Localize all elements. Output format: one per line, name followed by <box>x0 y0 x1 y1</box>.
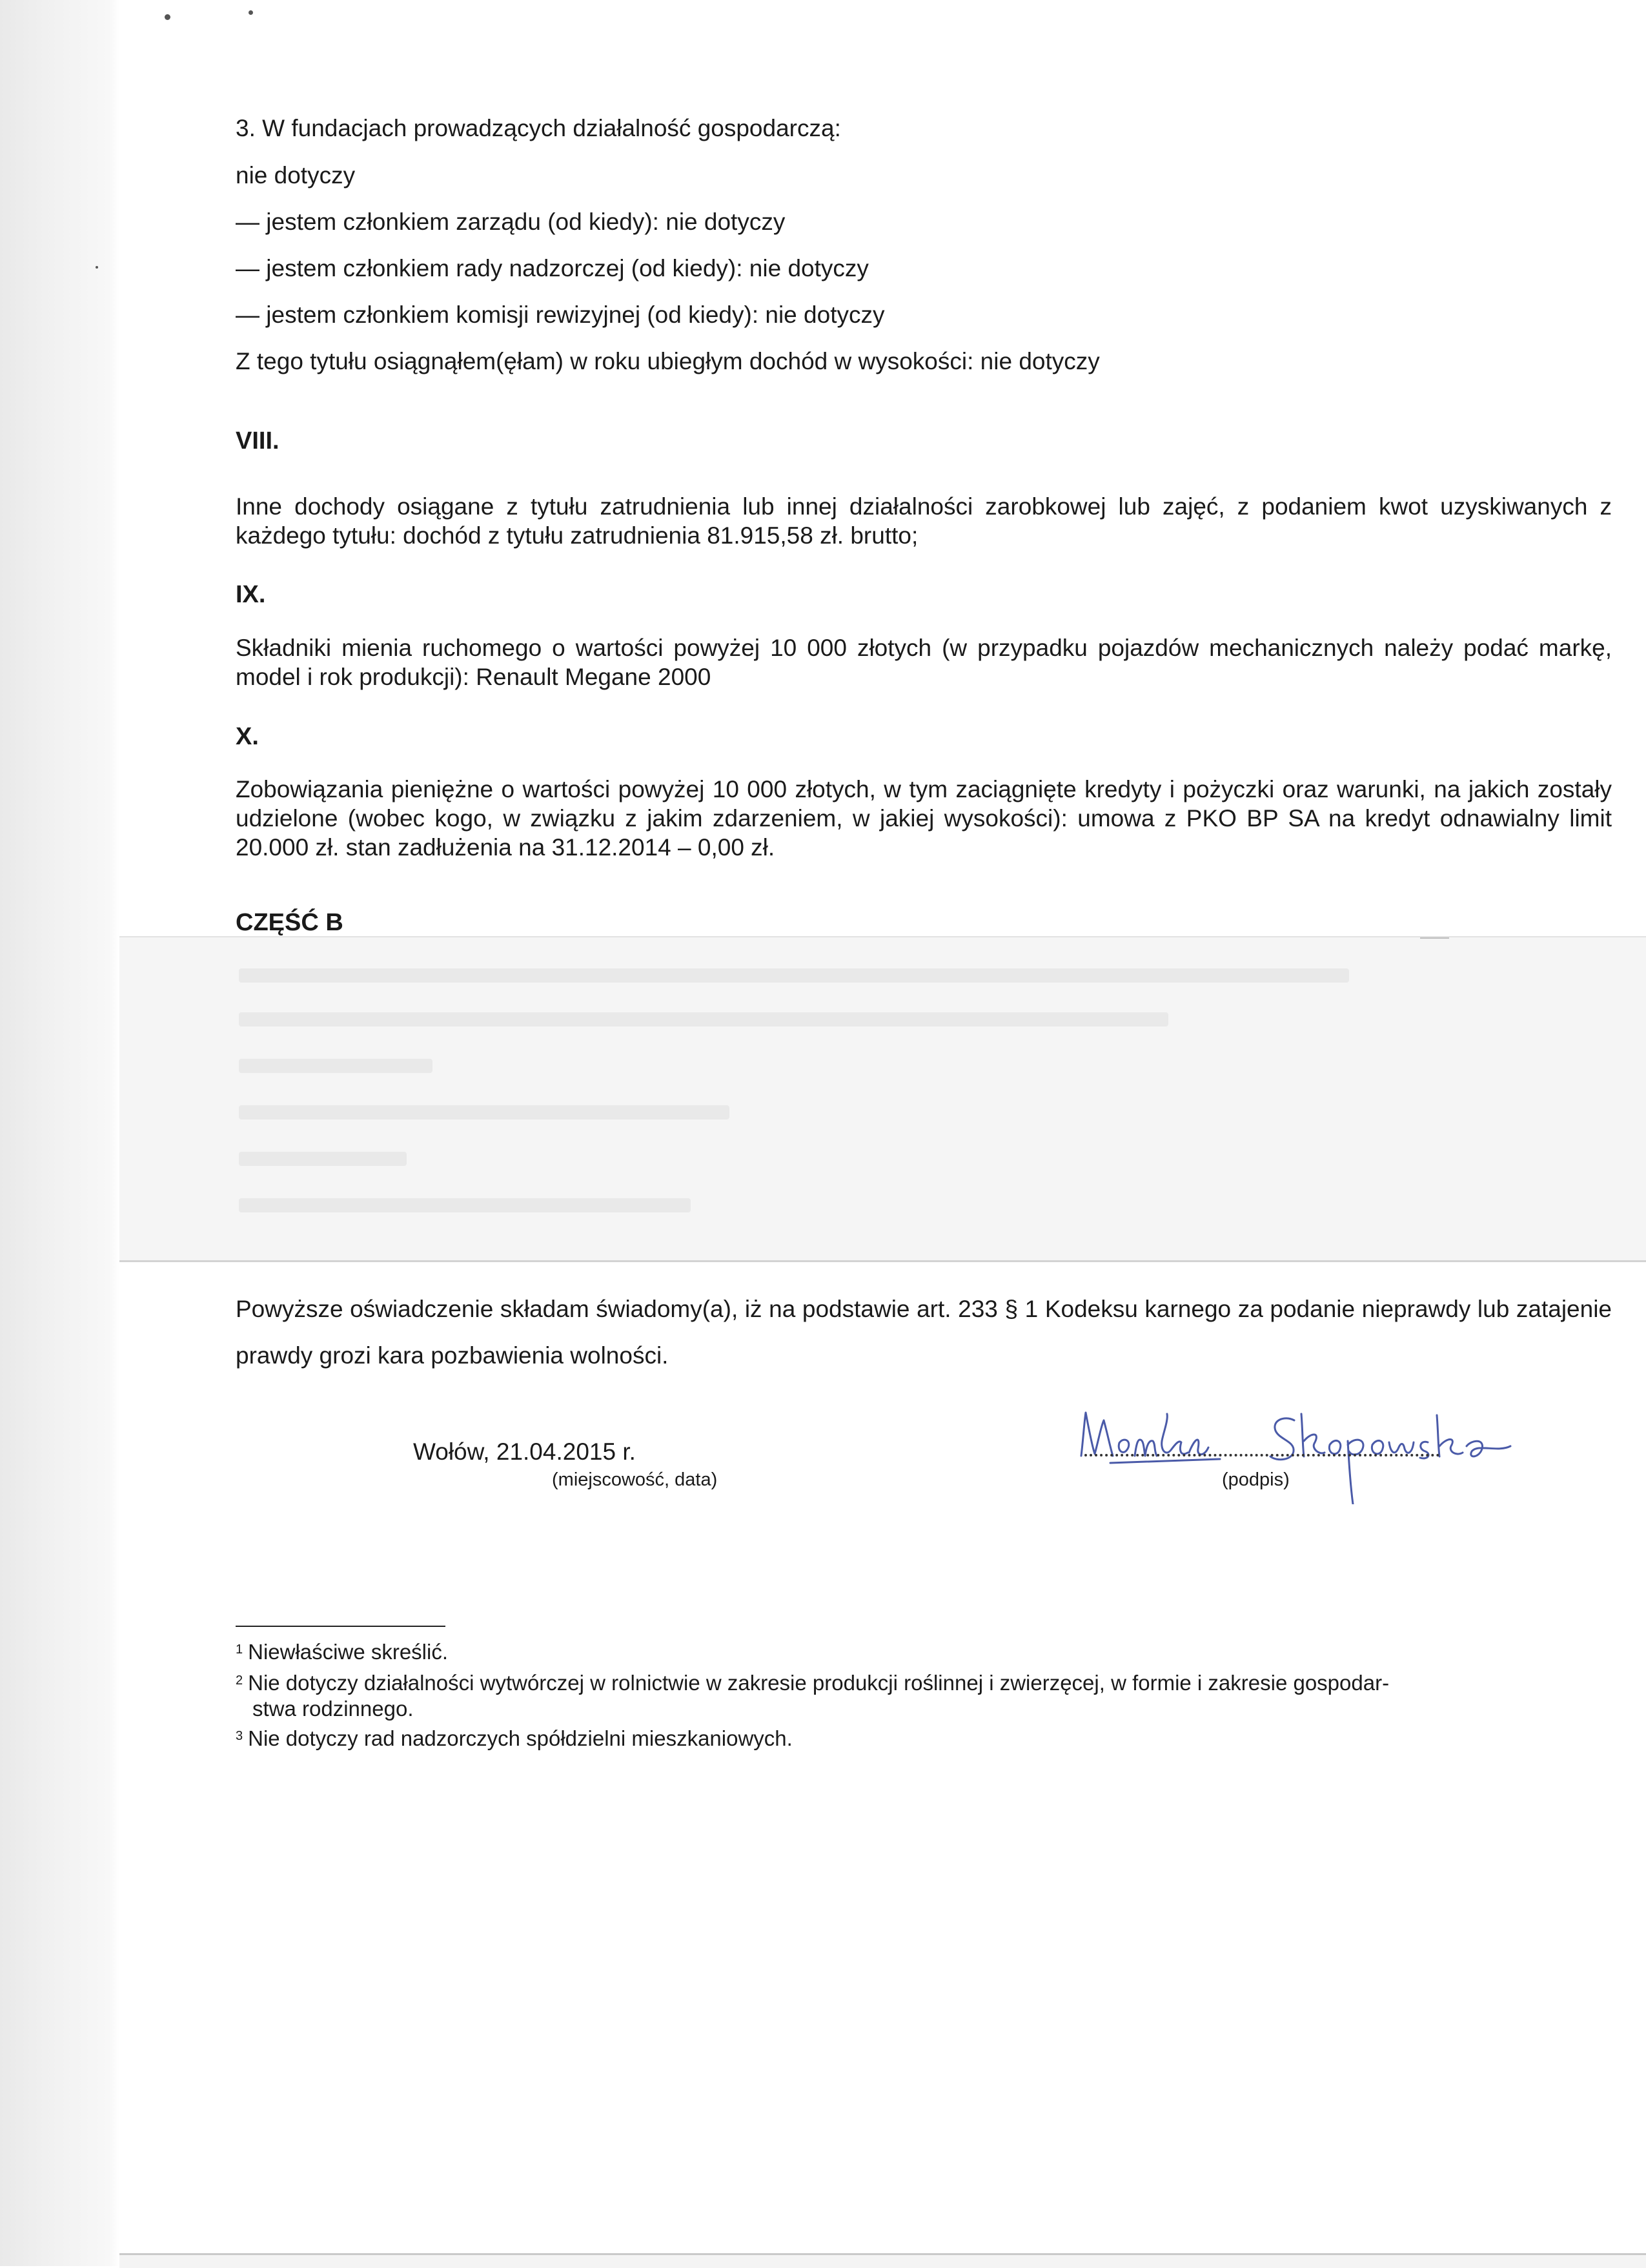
ghost-text <box>239 1198 691 1212</box>
section-ix-text: Składniki mienia ruchomego o wartości powyżej 10 000 złotych (w przypadku pojazdów mechanicznych należy podać markę, model i rok produkcji): Renault Megane 2000 <box>236 635 1612 690</box>
footnote-1 <box>236 1640 1612 1664</box>
signature-dotted-line <box>1084 1454 1439 1456</box>
fold-crease <box>1420 937 1449 939</box>
footnote-3-text: Nie dotyczy rad nadzorczych spółdzielni mieszkaniowych. <box>248 1726 793 1750</box>
footnote-3-mark: 3 <box>236 1729 243 1743</box>
footnote-2-mark: 2 <box>236 1673 243 1688</box>
ghost-text <box>239 968 1349 983</box>
place-date: Wołów, 21.04.2015 r. <box>413 1438 636 1465</box>
ghost-text <box>239 1152 407 1166</box>
audit-member-line: — jestem członkiem komisji rewizyjnej (od kiedy): nie dotyczy <box>236 301 885 328</box>
section-ix-heading: IX. <box>236 581 266 608</box>
section-viii-text: Inne dochody osiągane z tytułu zatrudnienia lub innej działalności zarobkowej lub zajęć, z podaniem kwot uzyskiwanych z każdego tytułu: dochód z tytułu zatrudnienia 81.915,58 zł. brutto; <box>236 493 1612 549</box>
scan-speck <box>165 14 170 20</box>
supervisory-member-line: — jestem członkiem rady nadzorczej (od kiedy): nie dotyczy <box>236 255 869 281</box>
footnote-3 <box>236 1726 1612 1751</box>
part-b-heading: CZĘŚĆ B <box>236 909 343 936</box>
footnote-2-text: Nie dotyczy działalności wytwórczej w rolnictwie w zakresie produkcji roślinnej i zwierzęcej, w formie i zakresie gospodar- <box>248 1671 1390 1695</box>
scan-shadow <box>0 0 119 2266</box>
ghost-text <box>239 1012 1168 1027</box>
footnote-2-continuation: stwa rodzinnego. <box>252 1697 414 1721</box>
section-viii-heading: VIII. <box>236 427 279 455</box>
footnote-2 <box>236 1671 1612 1695</box>
section-x-text: Zobowiązania pieniężne o wartości powyżej 10 000 złotych, w tym zaciągnięte kredyty i pożyczki oraz warunki, na jakich zostały udzielone (wobec kogo, w związku z jakim zdarzeniem, w jakiej wysokości): umowa z PKO BP SA na kredyt odnawialny limit 20.000 zł. stan zadłużenia na 31.12.2014 – 0,00 zł. <box>236 776 1612 861</box>
section-3-status: nie dotyczy <box>236 162 356 189</box>
footnote-1-mark: 1 <box>236 1642 243 1657</box>
folded-paper-band <box>119 936 1646 1262</box>
section-x-heading: X. <box>236 723 259 750</box>
signature-label: (podpis) <box>1222 1469 1290 1490</box>
ghost-text <box>239 1059 432 1073</box>
section-3-heading: 3. W fundacjach prowadzących działalność gospodarczą: <box>236 115 841 141</box>
declaration-text: Powyższe oświadczenie składam świadomy(a), iż na podstawie art. 233 § 1 Kodeksu karnego za podanie nieprawdy lub zatajenie prawdy grozi kara pozbawienia wolności. <box>236 1296 1612 1369</box>
income-line: Z tego tytułu osiągnąłem(ęłam) w roku ubiegłym dochód w wysokości: nie dotyczy <box>236 348 1100 374</box>
handwritten-signature <box>1072 1395 1575 1504</box>
footnote-rule <box>236 1626 445 1627</box>
place-date-label: (miejscowość, data) <box>552 1469 718 1490</box>
scan-speck <box>96 266 98 269</box>
scan-speck <box>249 10 253 15</box>
ghost-text <box>239 1105 729 1119</box>
board-member-line: — jestem członkiem zarządu (od kiedy): nie dotyczy <box>236 209 786 235</box>
footnote-1-text: Niewłaściwe skreślić. <box>248 1640 449 1664</box>
